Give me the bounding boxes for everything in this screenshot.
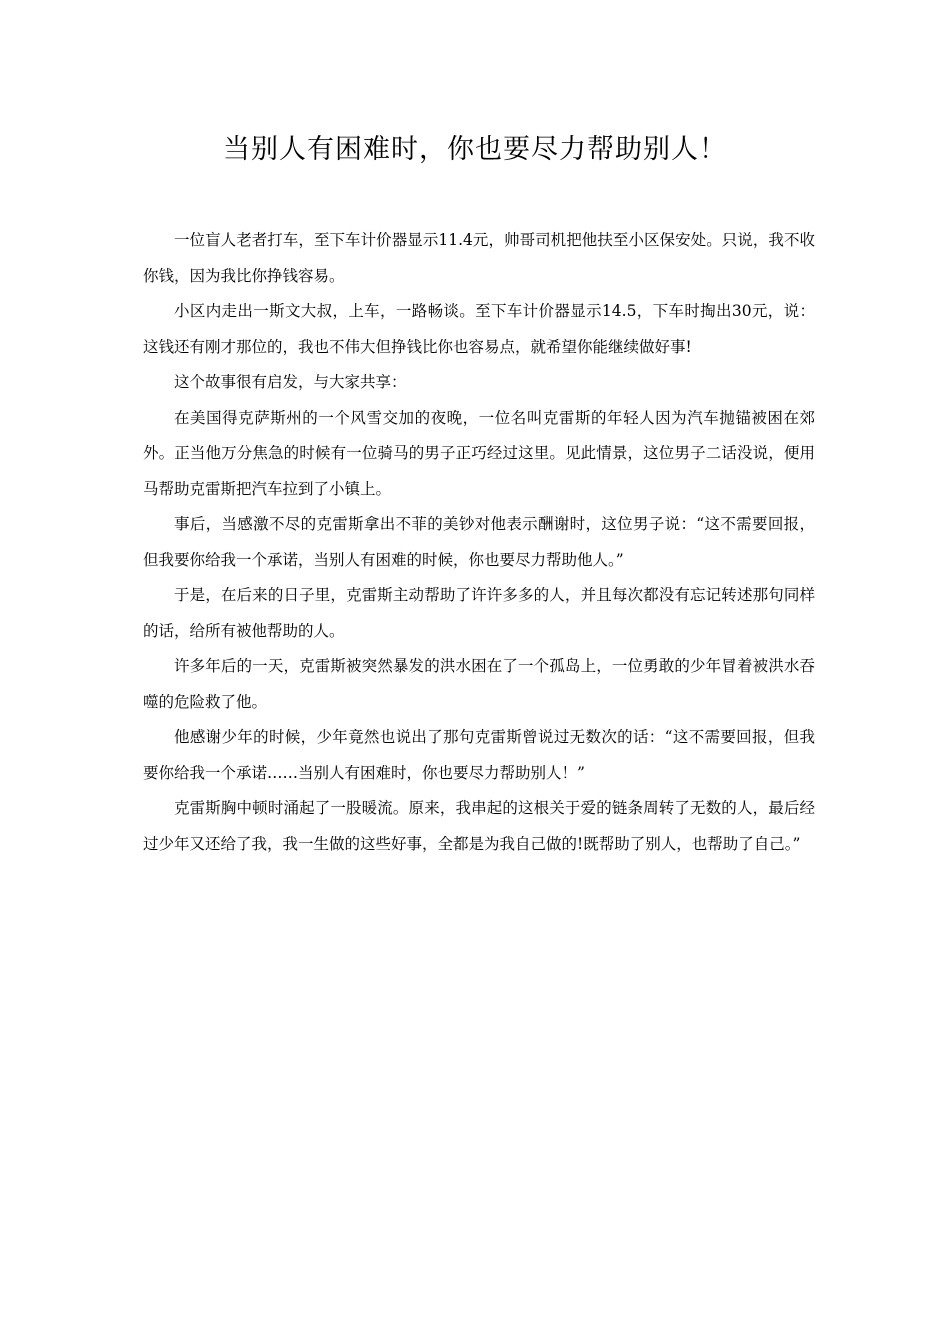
paragraph-1: 一位盲人老者打车，至下车计价器显示11.4元，帅哥司机把他扶至小区保安处。只说，我不收你钱，因为我比你挣钱容易。 [143,231,815,285]
paragraph-2: 小区内走出一斯文大叔，上车，一路畅谈。至下车计价器显示14.5，下车时掏出30元，说：这钱还有刚才那位的，我也不伟大但挣钱比你也容易点，就希望你能继续做好事! [143,302,815,356]
paragraph-8: 他感谢少年的时候，少年竟然也说出了那句克雷斯曾说过无数次的话：“这不需要回报，但我要你给我一个承诺……当别人有困难时，你也要尽力帮助别人！” [143,728,815,782]
paragraph-3: 这个故事很有启发，与大家共享： [174,373,407,391]
paragraph-9: 克雷斯胸中顿时涌起了一股暖流。原来，我串起的这根关于爱的链条周转了无数的人，最后经过少年又还给了我，我一生做的这些好事，全都是为我自己做的!既帮助了别人，也帮助了自己。” [143,799,815,853]
paragraph-4: 在美国得克萨斯州的一个风雪交加的夜晚，一位名叫克雷斯的年轻人因为汽车抛锚被困在郊外。正当他万分焦急的时候有一位骑马的男子正巧经过这里。见此情景，这位男子二话没说，便用马帮助克雷斯把汽车拉到了小镇上。 [143,408,815,498]
document-body [143,223,815,862]
paragraph-5: 事后，当感激不尽的克雷斯拿出不菲的美钞对他表示酬谢时，这位男子说：“这不需要回报，但我要你给我一个承诺，当别人有困难的时候，你也要尽力帮助他人。” [143,515,815,569]
document-title: 当别人有困难时，你也要尽力帮助别人！ [223,134,727,165]
paragraph-6: 于是，在后来的日子里，克雷斯主动帮助了许许多多的人，并且每次都没有忘记转述那句同样的话，给所有被他帮助的人。 [143,586,815,640]
paragraph-7: 许多年后的一天，克雷斯被突然暴发的洪水困在了一个孤岛上，一位勇敢的少年冒着被洪水吞噬的危险救了他。 [143,657,815,711]
